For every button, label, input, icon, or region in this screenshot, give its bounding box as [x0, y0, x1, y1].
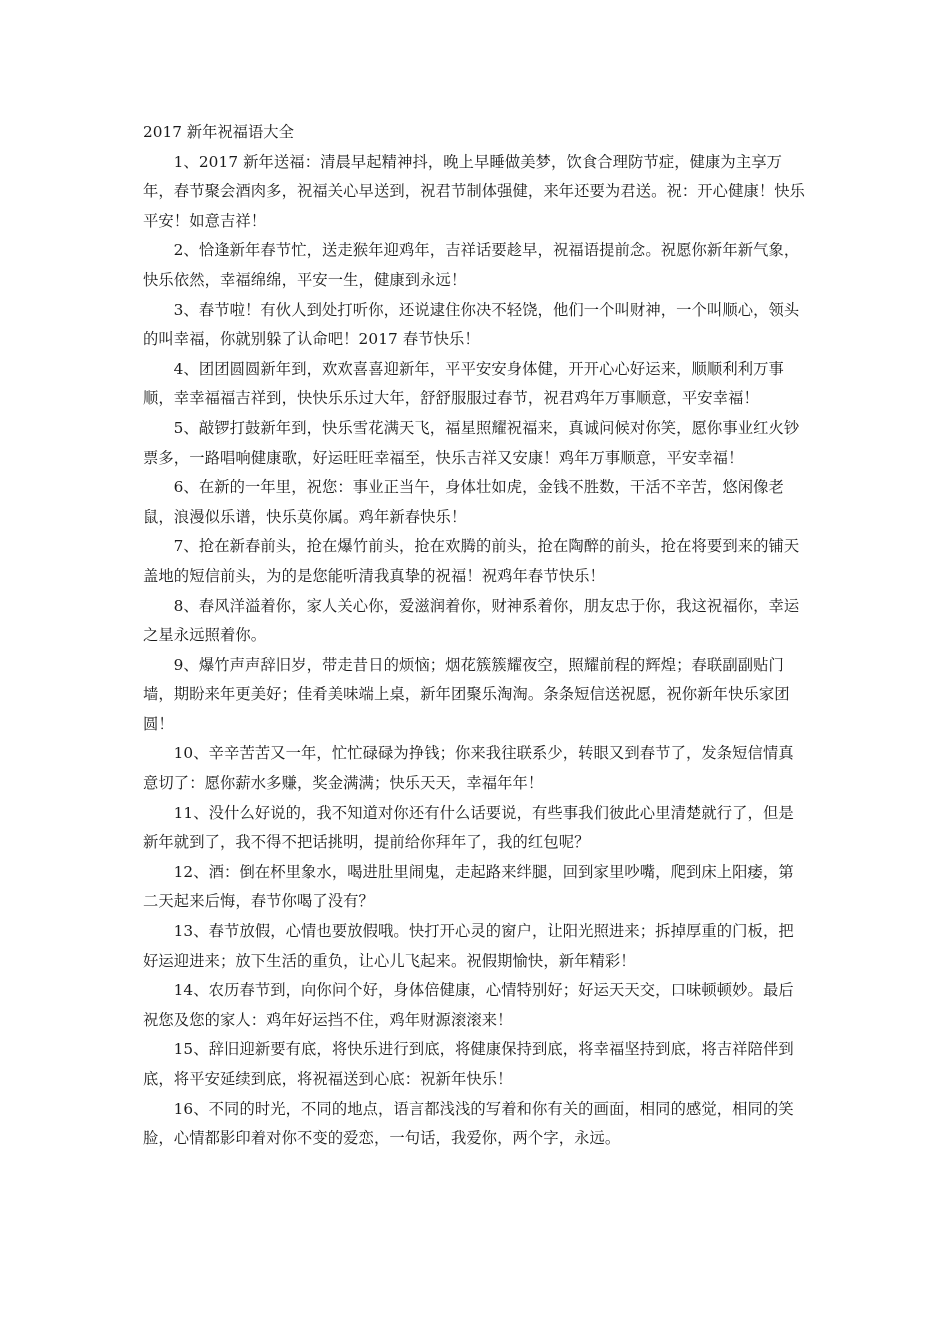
document-title: 2017 新年祝福语大全: [143, 123, 294, 141]
paragraph-1: 1、2017 新年送福：清晨早起精神抖，晚上早睡做美梦，饮食合理防节症，健康为主享万年，春节聚会酒肉多，祝福关心早送到，祝君节制体强健，来年还要为君送。祝：开心健康！快乐平安！如意吉祥！: [143, 152, 806, 230]
paragraph-10: 10、辛辛苦苦又一年，忙忙碌碌为挣钱；你来我往联系少，转眼又到春节了，发条短信情真意切了：愿你薪水多赚，奖金满满；快乐天天，幸福年年！: [143, 744, 794, 793]
paragraph-16: 16、不同的时光，不同的地点，语言都浅浅的写着和你有关的画面，相同的感觉，相同的笑脸，心情都影印着对你不变的爱恋，一句话，我爱你，两个字，永远。: [143, 1099, 794, 1148]
paragraph-13: 13、春节放假，心情也要放假哦。快打开心灵的窗户，让阳光照进来；拆掉厚重的门板，把好运迎进来；放下生活的重负，让心儿飞起来。祝假期愉快，新年精彩！: [143, 922, 794, 970]
paragraph-4: 4、团团圆圆新年到，欢欢喜喜迎新年，平平安安身体健，开开心心好运来，顺顺利利万事顺，幸幸福福吉祥到，快快乐乐过大年，舒舒服服过春节，祝君鸡年万事顺意，平安幸福！: [143, 359, 784, 408]
document-body: [143, 118, 808, 1154]
paragraph-7: 7、抢在新春前头，抢在爆竹前头，抢在欢腾的前头，抢在陶醉的前头，抢在将要到来的铺天盖地的短信前头，为的是您能听清我真挚的祝福！祝鸡年春节快乐！: [143, 537, 800, 585]
paragraph-15: 15、辞旧迎新要有底，将快乐进行到底，将健康保持到底，将幸福坚持到底，将吉祥陪伴到底，将平安延续到底，将祝福送到心底：祝新年快乐！: [143, 1040, 794, 1088]
paragraph-2: 2、恰逢新年春节忙，送走猴年迎鸡年，吉祥话要趁早，祝福语提前念。祝愿你新年新气象，快乐依然，幸福绵绵，平安一生，健康到永远！: [143, 241, 800, 289]
paragraph-3: 3、春节啦！有伙人到处打听你，还说逮住你决不轻饶，他们一个叫财神，一个叫顺心，领头的叫幸福，你就别躲了认命吧！2017 春节快乐！: [143, 300, 800, 349]
paragraph-6: 6、在新的一年里，祝您：事业正当午，身体壮如虎，金钱不胜数，干活不辛苦，悠闲像老鼠，浪漫似乐谱，快乐莫你属。鸡年新春快乐！: [143, 478, 784, 526]
paragraph-8: 8、春风洋溢着你，家人关心你，爱滋润着你，财神系着你，朋友忠于你，我这祝福你，幸运之星永远照着你。: [143, 596, 800, 645]
paragraph-9: 9、爆竹声声辞旧岁，带走昔日的烦恼；烟花簇簇耀夜空，照耀前程的辉煌；春联副副贴门墙，期盼来年更美好；佳肴美味端上桌，新年团聚乐淘淘。条条短信送祝愿，祝你新年快乐家团圆！: [143, 655, 790, 733]
paragraph-5: 5、敲锣打鼓新年到，快乐雪花满天飞，福星照耀祝福来，真诚问候对你笑，愿你事业红火钞票多，一路唱响健康歌，好运旺旺幸福至，快乐吉祥又安康！鸡年万事顺意，平安幸福！: [143, 418, 800, 467]
paragraph-14: 14、农历春节到，向你问个好，身体倍健康，心情特别好；好运天天交，口味顿顿妙。最后祝您及您的家人：鸡年好运挡不住，鸡年财源滚滚来！: [143, 981, 794, 1029]
paragraph-11: 11、没什么好说的，我不知道对你还有什么话要说，有些事我们彼此心里清楚就行了，但是新年就到了，我不得不把话挑明，提前给你拜年了，我的红包呢？: [143, 803, 794, 852]
paragraph-12: 12、酒：倒在杯里象水，喝进肚里闹鬼，走起路来绊腿，回到家里吵嘴，爬到床上阳痿，第二天起来后悔，春节你喝了没有？: [143, 862, 794, 911]
